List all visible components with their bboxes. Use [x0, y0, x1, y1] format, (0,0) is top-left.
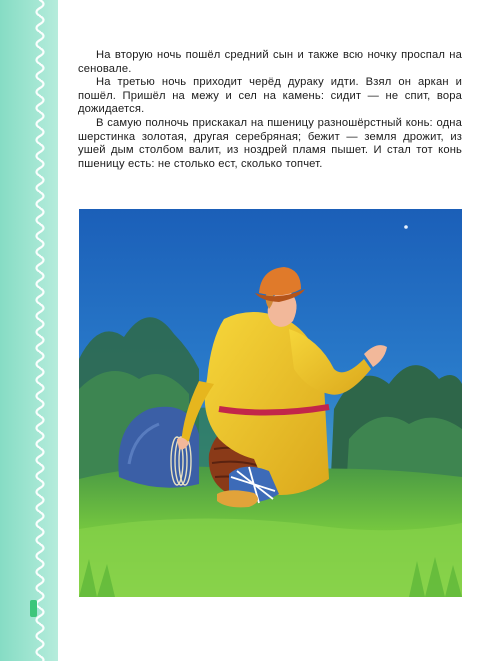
- decorative-margin-strip: [0, 0, 58, 661]
- star-icon: [404, 225, 408, 229]
- scalloped-border-ornament: [0, 0, 58, 661]
- page-marker: [30, 600, 37, 617]
- paragraph-1: На вторую ночь пошёл средний сын и также всю ночку проспал на сеновале.: [78, 49, 462, 75]
- paragraph-2: На третью ночь приходит черёд дураку идти. Взял он аркан и пошёл. Пришёл на межу и сел на камень: сидит — не спит, вора дожидается.: [78, 76, 462, 116]
- paragraph-3: В самую полночь прискакал на пшеницу разношёрстный конь: одна шерстинка золотая, другая серебряная; бежит — земля дрожит, из ушей дым столбом валит, из ноздрей пламя пышет. И стал тот конь пшеницу есть: не столько ест, сколько топчет.: [78, 116, 462, 170]
- story-illustration: [79, 209, 462, 597]
- story-text: [78, 49, 462, 171]
- night-field-scene: [79, 209, 462, 597]
